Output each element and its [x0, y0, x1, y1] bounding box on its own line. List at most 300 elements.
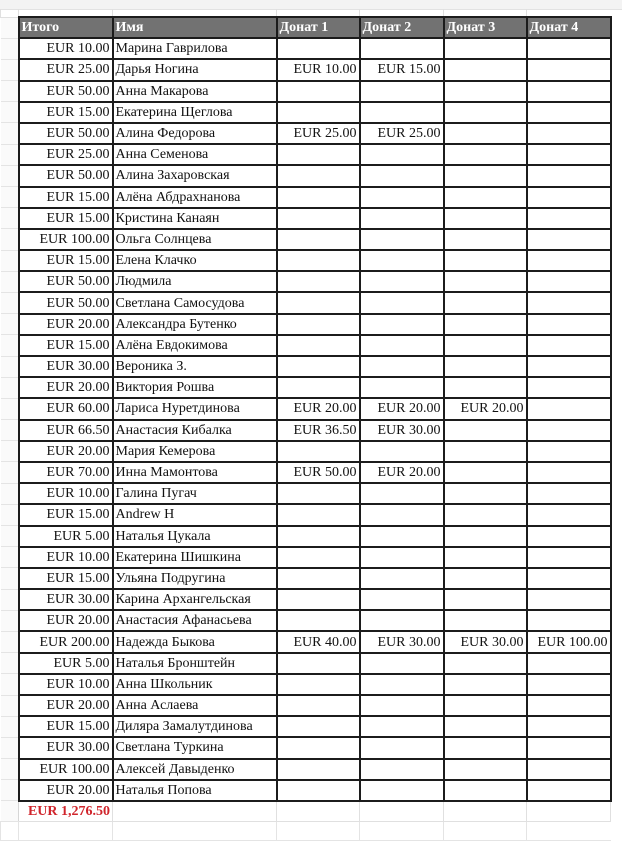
cell-name[interactable]: Вероника З. [113, 356, 277, 377]
empty-cell[interactable] [444, 801, 527, 822]
cell-total[interactable]: EUR 20.00 [19, 780, 113, 801]
cell-donation-3[interactable] [444, 187, 527, 208]
cell-donation-2[interactable] [360, 229, 444, 250]
cell-donation-3[interactable] [444, 314, 527, 335]
cell-donation-4[interactable]: EUR 100.00 [527, 631, 611, 652]
empty-cell[interactable] [113, 801, 277, 822]
cell-donation-4[interactable] [527, 737, 611, 758]
cell-donation-4[interactable] [527, 610, 611, 631]
header-total[interactable]: Итого [19, 17, 113, 38]
spacer-cell [113, 9, 277, 17]
row-header[interactable] [1, 229, 19, 250]
cell-donation-1[interactable] [277, 759, 360, 780]
cell-donation-4[interactable] [527, 208, 611, 229]
row-header[interactable] [1, 674, 19, 695]
cell-donation-3[interactable] [444, 674, 527, 695]
cell-donation-3[interactable] [444, 250, 527, 271]
table-row [1, 38, 611, 59]
cell-donation-4[interactable] [527, 102, 611, 123]
row-header[interactable] [1, 610, 19, 631]
cell-donation-1[interactable]: EUR 50.00 [277, 462, 360, 483]
cell-donation-4[interactable] [527, 441, 611, 462]
cell-donation-3[interactable] [444, 292, 527, 313]
cell-name[interactable]: Александра Бутенко [113, 314, 277, 335]
row-header[interactable] [1, 695, 19, 716]
cell-donation-4[interactable] [527, 462, 611, 483]
cell-donation-2[interactable] [360, 377, 444, 398]
cell-name[interactable]: Анастасия Кибалка [113, 420, 277, 441]
cell-donation-1[interactable] [277, 483, 360, 504]
cell-donation-1[interactable] [277, 653, 360, 674]
row-header[interactable] [1, 165, 19, 186]
row-header[interactable] [1, 187, 19, 208]
cell-donation-1[interactable] [277, 610, 360, 631]
row-header[interactable] [1, 483, 19, 504]
cell-total[interactable]: EUR 30.00 [19, 356, 113, 377]
cell-donation-2[interactable] [360, 483, 444, 504]
cell-donation-1[interactable] [277, 81, 360, 102]
cell-donation-1[interactable] [277, 102, 360, 123]
cell-donation-3[interactable] [444, 59, 527, 80]
cell-name[interactable]: Алёна Евдокимова [113, 335, 277, 356]
cell-name[interactable]: Наталья Бронштейн [113, 653, 277, 674]
cell-total[interactable]: EUR 30.00 [19, 589, 113, 610]
cell-donation-3[interactable] [444, 759, 527, 780]
table-row [1, 610, 611, 631]
row-header[interactable] [1, 420, 19, 441]
empty-cell[interactable] [444, 822, 527, 841]
cell-name[interactable]: Анна Макарова [113, 81, 277, 102]
empty-cell[interactable] [277, 801, 360, 822]
cell-donation-4[interactable] [527, 759, 611, 780]
cell-total[interactable]: EUR 50.00 [19, 165, 113, 186]
cell-donation-3[interactable] [444, 38, 527, 59]
cell-donation-4[interactable] [527, 250, 611, 271]
cell-name[interactable]: Andrew H [113, 504, 277, 525]
cell-donation-2[interactable] [360, 610, 444, 631]
row-header[interactable] [1, 102, 19, 123]
cell-donation-1[interactable] [277, 716, 360, 737]
table-row [1, 335, 611, 356]
cell-total[interactable]: EUR 20.00 [19, 610, 113, 631]
cell-donation-1[interactable] [277, 547, 360, 568]
cell-donation-2[interactable] [360, 314, 444, 335]
cell-donation-3[interactable] [444, 568, 527, 589]
cell-donation-4[interactable] [527, 292, 611, 313]
row-header[interactable] [1, 526, 19, 547]
cell-donation-3[interactable] [444, 208, 527, 229]
empty-cell[interactable] [527, 822, 611, 841]
cell-name[interactable]: Карина Архангельская [113, 589, 277, 610]
row-header[interactable] [1, 653, 19, 674]
cell-donation-3[interactable] [444, 165, 527, 186]
row-header[interactable] [1, 462, 19, 483]
cell-donation-1[interactable] [277, 377, 360, 398]
cell-name[interactable]: Ольга Солнцева [113, 229, 277, 250]
row-header[interactable] [1, 271, 19, 292]
cell-donation-1[interactable] [277, 504, 360, 525]
cell-donation-1[interactable] [277, 144, 360, 165]
cell-donation-2[interactable] [360, 653, 444, 674]
row-header[interactable] [1, 17, 19, 38]
cell-donation-2[interactable]: EUR 20.00 [360, 398, 444, 419]
cell-total[interactable]: EUR 20.00 [19, 377, 113, 398]
cell-donation-2[interactable] [360, 547, 444, 568]
cell-total[interactable]: EUR 15.00 [19, 250, 113, 271]
grand-total-row [1, 801, 611, 822]
cell-donation-3[interactable] [444, 377, 527, 398]
cell-name[interactable]: Анна Аслаева [113, 695, 277, 716]
cell-donation-3[interactable] [444, 610, 527, 631]
table-row [1, 377, 611, 398]
cell-name[interactable]: Елена Клачко [113, 250, 277, 271]
cell-donation-2[interactable]: EUR 25.00 [360, 123, 444, 144]
cell-donation-4[interactable] [527, 356, 611, 377]
cell-donation-2[interactable] [360, 526, 444, 547]
row-header[interactable] [1, 589, 19, 610]
cell-donation-4[interactable] [527, 780, 611, 801]
cell-donation-4[interactable] [527, 314, 611, 335]
cell-donation-1[interactable] [277, 314, 360, 335]
table-row [1, 653, 611, 674]
cell-name[interactable]: Наталья Цукала [113, 526, 277, 547]
cell-donation-1[interactable] [277, 208, 360, 229]
cell-total[interactable]: EUR 15.00 [19, 208, 113, 229]
cell-donation-1[interactable] [277, 271, 360, 292]
cell-total[interactable]: EUR 66.50 [19, 420, 113, 441]
cell-donation-2[interactable]: EUR 15.00 [360, 59, 444, 80]
cell-name[interactable]: Наталья Попова [113, 780, 277, 801]
cell-donation-1[interactable] [277, 441, 360, 462]
cell-donation-1[interactable] [277, 38, 360, 59]
cell-donation-3[interactable]: EUR 30.00 [444, 631, 527, 652]
table-row [1, 420, 611, 441]
cell-donation-2[interactable] [360, 335, 444, 356]
cell-name[interactable]: Диляра Замалутдинова [113, 716, 277, 737]
cell-total[interactable]: EUR 15.00 [19, 335, 113, 356]
cell-total[interactable]: EUR 10.00 [19, 674, 113, 695]
cell-donation-4[interactable] [527, 716, 611, 737]
cell-donation-1[interactable]: EUR 40.00 [277, 631, 360, 652]
row-header[interactable] [1, 59, 19, 80]
cell-donation-1[interactable] [277, 695, 360, 716]
row-header[interactable] [1, 737, 19, 758]
cell-total[interactable]: EUR 30.00 [19, 737, 113, 758]
table-row [1, 229, 611, 250]
row-header[interactable] [1, 356, 19, 377]
cell-name[interactable]: Лариса Нуретдинова [113, 398, 277, 419]
spacer-cell [444, 9, 527, 17]
cell-donation-4[interactable] [527, 674, 611, 695]
cell-name[interactable]: Алексей Давыденко [113, 759, 277, 780]
row-header[interactable] [1, 123, 19, 144]
table-row [1, 568, 611, 589]
cell-total[interactable]: EUR 50.00 [19, 292, 113, 313]
cell-donation-3[interactable] [444, 737, 527, 758]
cell-donation-4[interactable] [527, 526, 611, 547]
cell-total[interactable]: EUR 100.00 [19, 229, 113, 250]
row-header[interactable] [1, 631, 19, 652]
cell-total[interactable]: EUR 25.00 [19, 144, 113, 165]
cell-donation-2[interactable] [360, 165, 444, 186]
cell-total[interactable]: EUR 50.00 [19, 271, 113, 292]
cell-donation-2[interactable] [360, 441, 444, 462]
cell-total[interactable]: EUR 5.00 [19, 653, 113, 674]
empty-cell[interactable] [113, 822, 277, 841]
cell-name[interactable]: Кристина Канаян [113, 208, 277, 229]
cell-donation-1[interactable] [277, 292, 360, 313]
header-donation-1[interactable]: Донат 1 [277, 17, 360, 38]
cell-donation-3[interactable] [444, 81, 527, 102]
cell-donation-1[interactable] [277, 674, 360, 695]
table-row [1, 102, 611, 123]
table-row [1, 59, 611, 80]
cell-total[interactable]: EUR 20.00 [19, 441, 113, 462]
row-header[interactable] [1, 377, 19, 398]
cell-donation-1[interactable] [277, 737, 360, 758]
cell-total[interactable]: EUR 50.00 [19, 123, 113, 144]
cell-name[interactable]: Светлана Туркина [113, 737, 277, 758]
cell-donation-3[interactable] [444, 335, 527, 356]
donations-table [0, 9, 612, 841]
cell-donation-3[interactable] [444, 653, 527, 674]
cell-donation-1[interactable]: EUR 25.00 [277, 123, 360, 144]
cell-donation-4[interactable] [527, 398, 611, 419]
cell-donation-4[interactable] [527, 695, 611, 716]
cell-name[interactable]: Алина Федорова [113, 123, 277, 144]
cell-donation-4[interactable] [527, 589, 611, 610]
cell-donation-2[interactable] [360, 356, 444, 377]
cell-total[interactable]: EUR 15.00 [19, 716, 113, 737]
empty-cell[interactable] [19, 822, 113, 841]
cell-name[interactable]: Марина Гаврилова [113, 38, 277, 59]
cell-donation-3[interactable] [444, 123, 527, 144]
cell-donation-1[interactable] [277, 589, 360, 610]
cell-donation-1[interactable]: EUR 10.00 [277, 59, 360, 80]
cell-total[interactable]: EUR 15.00 [19, 504, 113, 525]
cell-donation-2[interactable] [360, 271, 444, 292]
cell-donation-2[interactable] [360, 81, 444, 102]
cell-donation-3[interactable] [444, 441, 527, 462]
cell-name[interactable]: Ульяна Подругина [113, 568, 277, 589]
cell-donation-4[interactable] [527, 653, 611, 674]
row-header[interactable] [1, 441, 19, 462]
cell-total[interactable]: EUR 15.00 [19, 187, 113, 208]
cell-name[interactable]: Надежда Быкова [113, 631, 277, 652]
grand-total-value[interactable]: EUR 1,276.50 [19, 801, 113, 822]
header-donation-4[interactable]: Донат 4 [527, 17, 611, 38]
cell-name[interactable]: Екатерина Щеглова [113, 102, 277, 123]
cell-donation-3[interactable] [444, 504, 527, 525]
cell-donation-3[interactable] [444, 102, 527, 123]
cell-donation-1[interactable] [277, 780, 360, 801]
cell-donation-3[interactable] [444, 483, 527, 504]
table-row [1, 250, 611, 271]
cell-donation-2[interactable] [360, 102, 444, 123]
table-row [1, 716, 611, 737]
cell-donation-2[interactable]: EUR 20.00 [360, 462, 444, 483]
cell-donation-2[interactable] [360, 695, 444, 716]
cell-name[interactable]: Инна Мамонтова [113, 462, 277, 483]
cell-donation-4[interactable] [527, 483, 611, 504]
table-row [1, 462, 611, 483]
cell-donation-4[interactable] [527, 144, 611, 165]
cell-total[interactable]: EUR 5.00 [19, 526, 113, 547]
cell-donation-3[interactable] [444, 695, 527, 716]
cell-total[interactable]: EUR 10.00 [19, 547, 113, 568]
cell-donation-4[interactable] [527, 38, 611, 59]
empty-cell[interactable] [360, 801, 444, 822]
cell-donation-2[interactable] [360, 504, 444, 525]
cell-donation-2[interactable]: EUR 30.00 [360, 631, 444, 652]
cell-donation-1[interactable] [277, 568, 360, 589]
cell-name[interactable]: Галина Пугач [113, 483, 277, 504]
cell-donation-4[interactable] [527, 81, 611, 102]
cell-total[interactable]: EUR 60.00 [19, 398, 113, 419]
cell-donation-2[interactable] [360, 674, 444, 695]
cell-donation-4[interactable] [527, 59, 611, 80]
cell-total[interactable]: EUR 15.00 [19, 102, 113, 123]
cell-donation-3[interactable] [444, 462, 527, 483]
cell-total[interactable]: EUR 15.00 [19, 568, 113, 589]
cell-donation-1[interactable] [277, 250, 360, 271]
row-header[interactable] [1, 314, 19, 335]
row-header[interactable] [1, 292, 19, 313]
cell-donation-2[interactable] [360, 568, 444, 589]
cell-donation-4[interactable] [527, 568, 611, 589]
cell-donation-4[interactable] [527, 547, 611, 568]
row-header[interactable] [1, 335, 19, 356]
cell-donation-1[interactable] [277, 229, 360, 250]
cell-donation-4[interactable] [527, 420, 611, 441]
cell-name[interactable]: Людмила [113, 271, 277, 292]
empty-cell[interactable] [277, 822, 360, 841]
cell-total[interactable]: EUR 20.00 [19, 695, 113, 716]
cell-donation-2[interactable] [360, 144, 444, 165]
cell-donation-4[interactable] [527, 187, 611, 208]
cell-total[interactable]: EUR 10.00 [19, 483, 113, 504]
cell-donation-2[interactable] [360, 187, 444, 208]
empty-cell[interactable] [360, 822, 444, 841]
spacer-cell [360, 9, 444, 17]
cell-name[interactable]: Екатерина Шишкина [113, 547, 277, 568]
spacer-cell [527, 9, 611, 17]
cell-donation-1[interactable] [277, 335, 360, 356]
table-row [1, 631, 611, 652]
row-header[interactable] [1, 568, 19, 589]
row-header[interactable] [1, 759, 19, 780]
cell-donation-2[interactable] [360, 589, 444, 610]
cell-donation-2[interactable]: EUR 30.00 [360, 420, 444, 441]
cell-name[interactable]: Анна Школьник [113, 674, 277, 695]
cell-donation-2[interactable] [360, 208, 444, 229]
cell-donation-4[interactable] [527, 335, 611, 356]
cell-donation-4[interactable] [527, 504, 611, 525]
cell-donation-2[interactable] [360, 780, 444, 801]
spacer-cell [19, 9, 113, 17]
cell-donation-2[interactable] [360, 737, 444, 758]
cell-donation-3[interactable] [444, 716, 527, 737]
cell-donation-3[interactable] [444, 144, 527, 165]
row-header[interactable] [1, 504, 19, 525]
cell-donation-3[interactable] [444, 780, 527, 801]
table-row [1, 356, 611, 377]
cell-donation-1[interactable]: EUR 20.00 [277, 398, 360, 419]
cell-total[interactable]: EUR 100.00 [19, 759, 113, 780]
cell-name[interactable]: Мария Кемерова [113, 441, 277, 462]
cell-donation-1[interactable] [277, 526, 360, 547]
header-name[interactable]: Имя [113, 17, 277, 38]
row-header[interactable] [1, 547, 19, 568]
cell-name[interactable]: Виктория Рошва [113, 377, 277, 398]
cell-donation-3[interactable] [444, 547, 527, 568]
row-header[interactable] [1, 716, 19, 737]
cell-donation-2[interactable] [360, 38, 444, 59]
cell-name[interactable]: Дарья Ногина [113, 59, 277, 80]
cell-name[interactable]: Анна Семенова [113, 144, 277, 165]
cell-donation-4[interactable] [527, 377, 611, 398]
row-header[interactable] [1, 780, 19, 801]
table-row [1, 674, 611, 695]
cell-name[interactable]: Светлана Самосудова [113, 292, 277, 313]
cell-name[interactable]: Анастасия Афанасьева [113, 610, 277, 631]
row-header[interactable] [1, 144, 19, 165]
cell-total[interactable]: EUR 20.00 [19, 314, 113, 335]
row-header[interactable] [1, 801, 19, 822]
table-row [1, 81, 611, 102]
cell-donation-2[interactable] [360, 716, 444, 737]
cell-donation-3[interactable]: EUR 20.00 [444, 398, 527, 419]
cell-donation-1[interactable] [277, 165, 360, 186]
cell-total[interactable]: EUR 50.00 [19, 81, 113, 102]
cell-donation-3[interactable] [444, 420, 527, 441]
cell-donation-3[interactable] [444, 589, 527, 610]
cell-donation-3[interactable] [444, 229, 527, 250]
cell-donation-4[interactable] [527, 165, 611, 186]
row-header[interactable] [1, 398, 19, 419]
header-donation-2[interactable]: Донат 2 [360, 17, 444, 38]
empty-cell[interactable] [1, 822, 19, 841]
table-row [1, 398, 611, 419]
cell-donation-2[interactable] [360, 250, 444, 271]
cell-total[interactable]: EUR 25.00 [19, 59, 113, 80]
table-row [1, 292, 611, 313]
cell-name[interactable]: Алина Захаровская [113, 165, 277, 186]
cell-total[interactable]: EUR 70.00 [19, 462, 113, 483]
cell-donation-4[interactable] [527, 271, 611, 292]
cell-donation-3[interactable] [444, 271, 527, 292]
row-header[interactable] [1, 81, 19, 102]
row-header[interactable] [1, 208, 19, 229]
cell-donation-2[interactable] [360, 759, 444, 780]
row-header[interactable] [1, 250, 19, 271]
cell-donation-1[interactable]: EUR 36.50 [277, 420, 360, 441]
cell-donation-3[interactable] [444, 356, 527, 377]
cell-total[interactable]: EUR 200.00 [19, 631, 113, 652]
cell-total[interactable]: EUR 10.00 [19, 38, 113, 59]
cell-donation-2[interactable] [360, 292, 444, 313]
cell-donation-4[interactable] [527, 229, 611, 250]
header-donation-3[interactable]: Донат 3 [444, 17, 527, 38]
empty-cell[interactable] [527, 801, 611, 822]
cell-donation-1[interactable] [277, 187, 360, 208]
row-header[interactable] [1, 38, 19, 59]
cell-donation-4[interactable] [527, 123, 611, 144]
cell-donation-1[interactable] [277, 356, 360, 377]
cell-name[interactable]: Алёна Абдрахнанова [113, 187, 277, 208]
table-row [1, 314, 611, 335]
cell-donation-3[interactable] [444, 526, 527, 547]
